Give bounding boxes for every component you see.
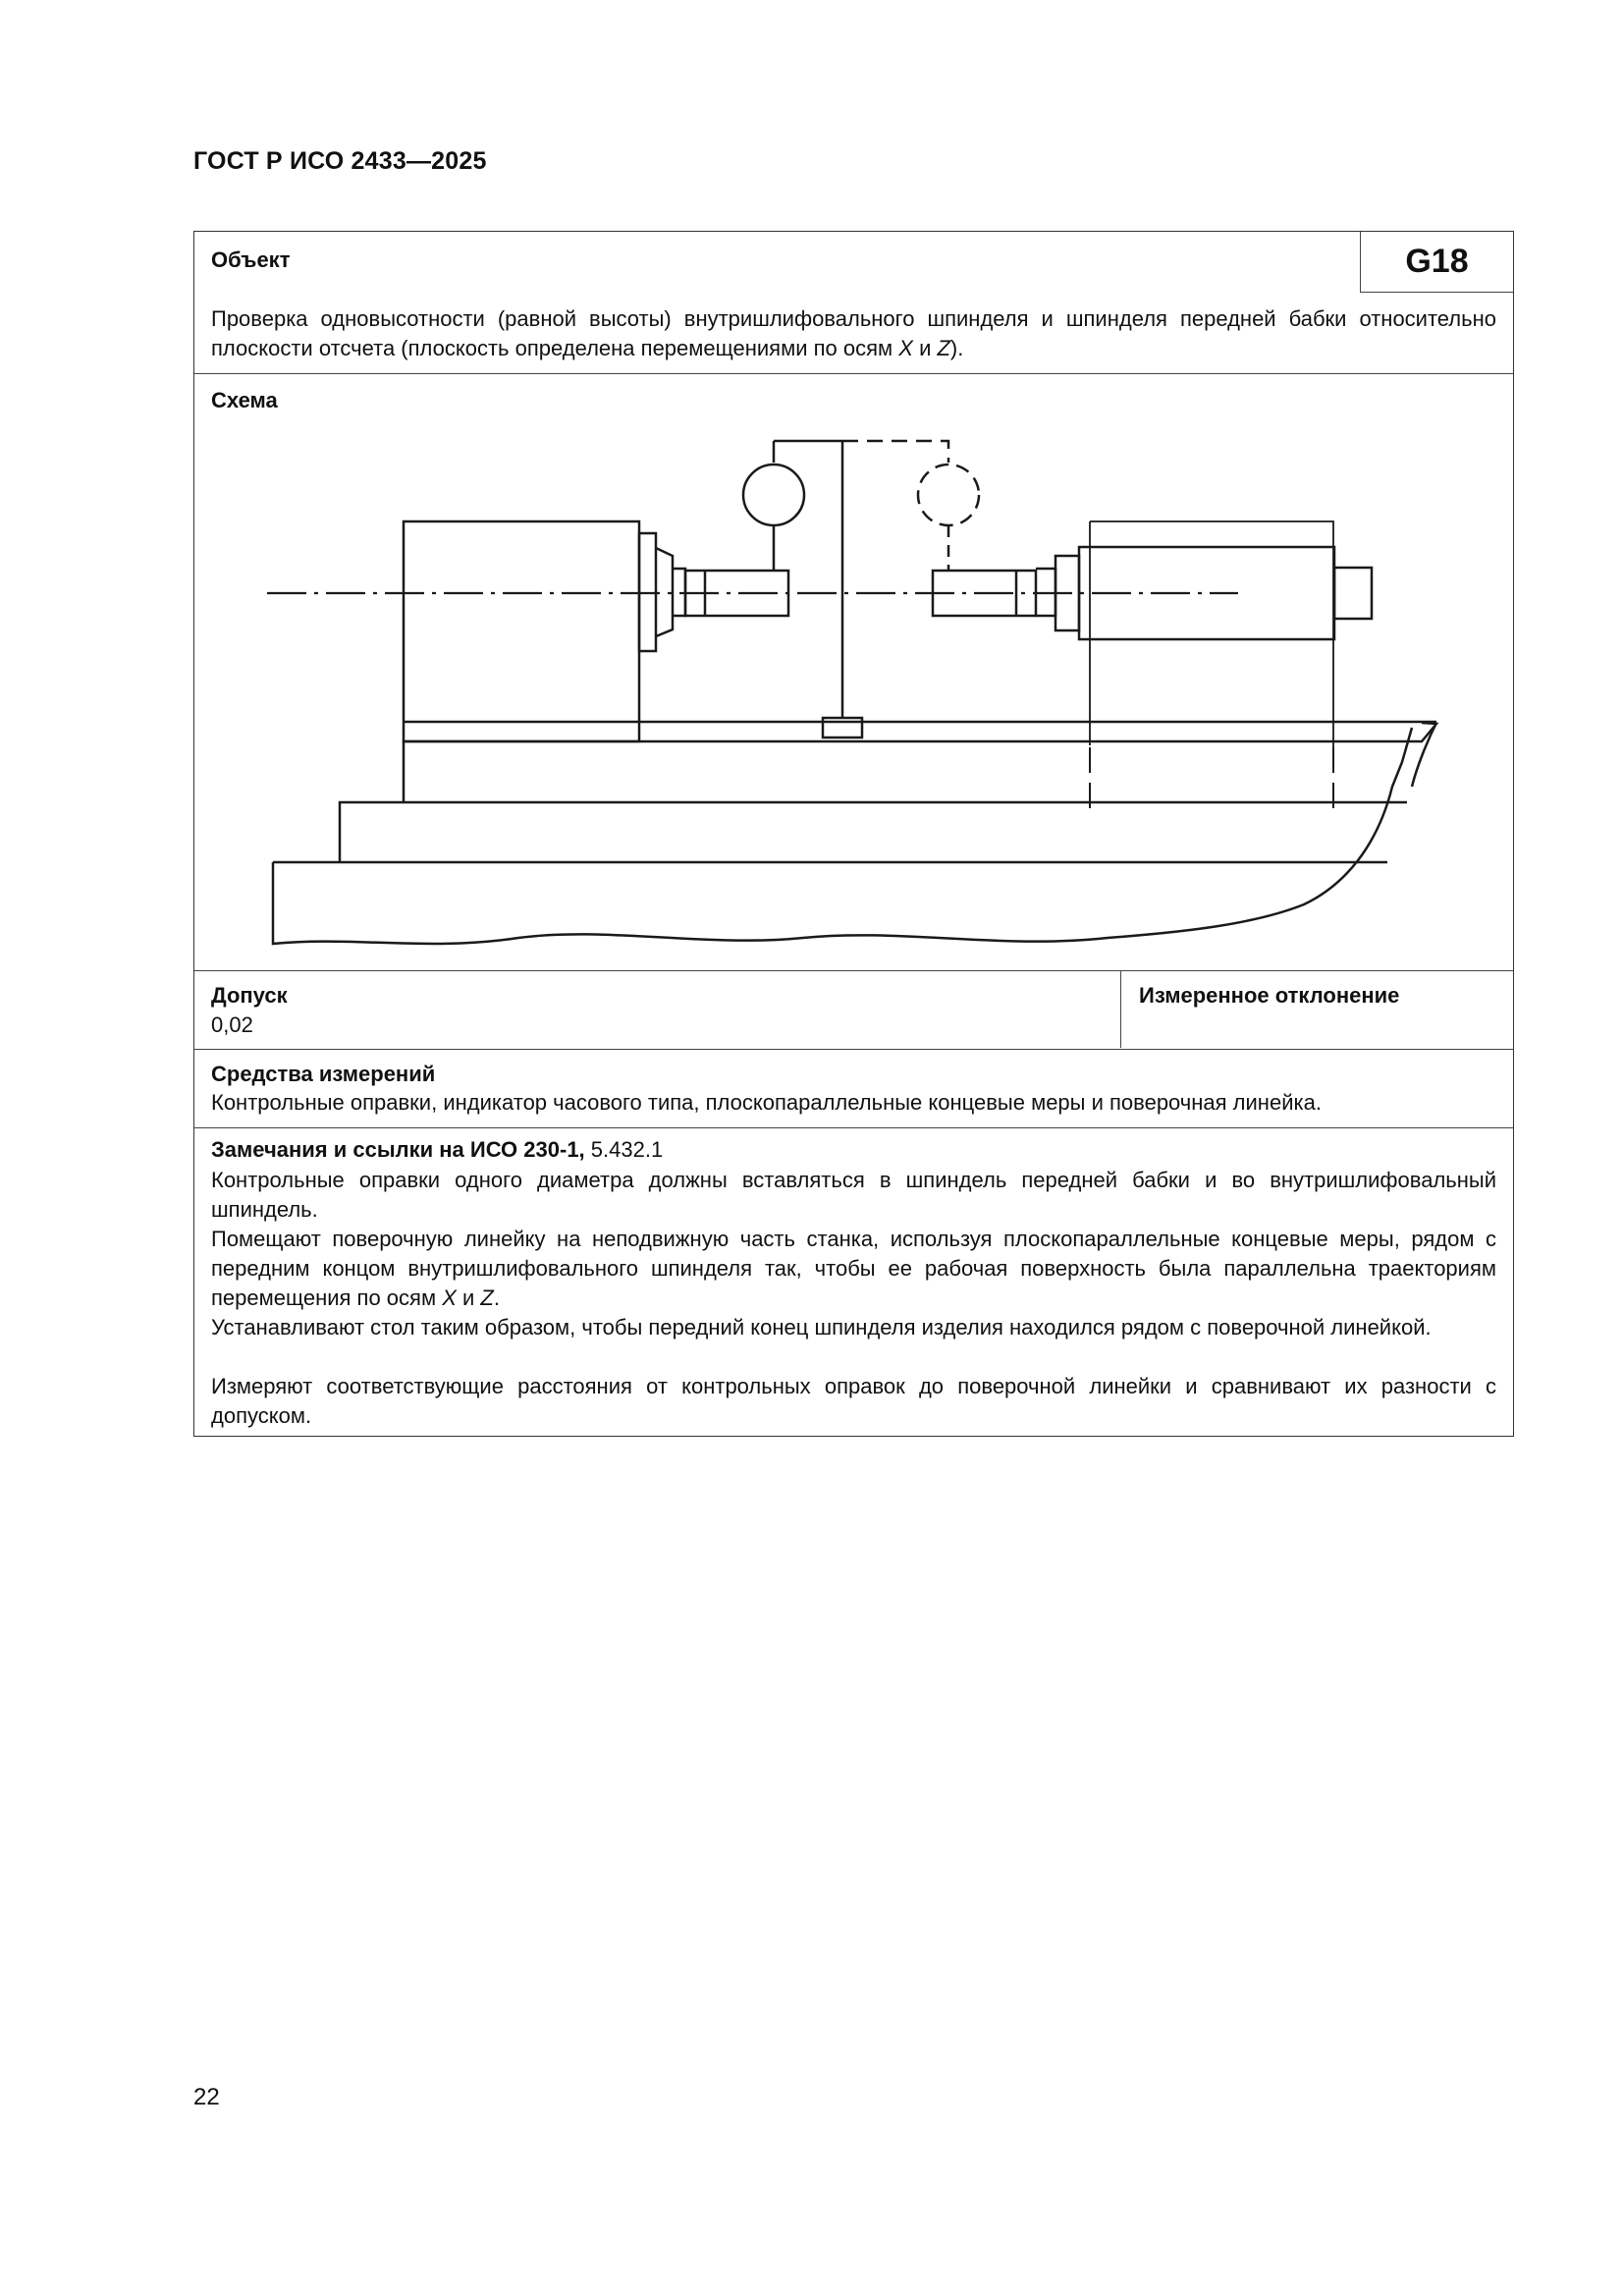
grinding-head [1090,521,1333,747]
instruments-section [194,1050,1513,1128]
machine-base [273,728,1412,944]
instruments-text: Контрольные оправки, индикатор часового типа, плоскопараллельные концевые меры и поверочная линейка. [211,1090,1322,1115]
scheme-label: Схема [211,388,278,412]
notes-paragraph-1: Контрольные оправки одного диаметра должны вставляться в шпиндель передней бабки и во внутришлифовальный шпиндель. [211,1168,1496,1222]
measured-deviation-label: Измеренное отклонение [1139,983,1400,1008]
page-number: 22 [193,2084,220,2110]
tolerance-section [194,971,1513,1050]
tolerance-value: 0,02 [211,1012,253,1037]
instruments-label: Средства измерений [211,1062,436,1086]
notes-section [194,1128,1513,1436]
grinding-spindle-end [1334,568,1372,619]
tolerance-label: Допуск [211,983,288,1008]
bed-step [340,802,1407,862]
headstock [404,521,639,741]
check-id: G18 [1360,232,1513,293]
notes-paragraph-4: Измеряют соответствующие расстояния от контрольных оправок до поверочной линейки и сравнивают их разности с допуском. [211,1374,1496,1428]
object-description: Проверка одновысотности (равной высоты) внутришлифовального шпинделя и шпинделя передней бабки относительно плоскости отсчета (плоскость определена перемещениями по осям X и Z). [211,306,1496,360]
test-sheet [193,231,1514,1437]
dial-indicator-right [918,465,979,525]
notes-heading: Замечания и ссылки на ИСО 230-1, 5.432.1 [211,1137,664,1162]
object-label: Объект [211,247,291,272]
standard-header: ГОСТ Р ИСО 2433—2025 [193,147,487,175]
dial-indicator-left [743,465,804,525]
machine-table [404,723,1436,802]
scheme-section [194,374,1513,971]
notes-paragraph-3: Устанавливают стол таким образом, чтобы передний конец шпинделя изделия находился рядом с поверочной линейкой. [211,1315,1432,1339]
tolerance-cell [194,971,1121,1048]
scheme-drawing [194,374,1515,969]
object-section [194,232,1513,374]
notes-paragraph-2: Помещают поверочную линейку на неподвижную часть станка, используя плоскопараллельные концевые меры, рядом с передним концом внутришлифовального шпинделя так, чтобы ее рабочая поверхность была параллельна траекториям перемещения по осям X и Z. [211,1227,1496,1310]
